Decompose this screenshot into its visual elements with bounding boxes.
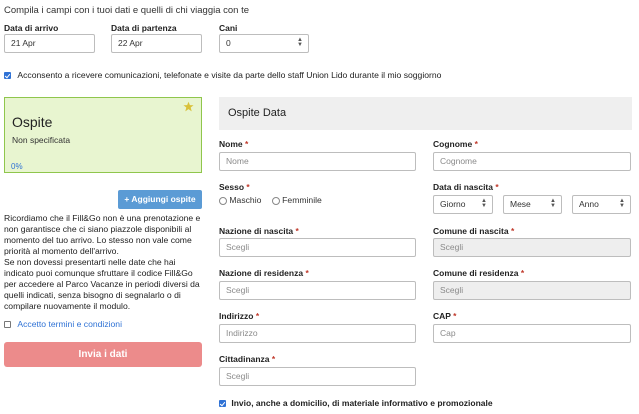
arrival-label: Data di arrivo — [4, 23, 59, 33]
guest-data-header — [219, 97, 632, 130]
dogs-label: Cani — [219, 23, 238, 33]
birth-year-select[interactable] — [572, 195, 631, 214]
required-mark: * — [520, 268, 525, 278]
promo-consent-checkbox[interactable] — [219, 400, 226, 407]
cittadinanza-input[interactable]: Scegli — [219, 367, 416, 386]
required-mark: * — [495, 182, 499, 192]
birth-day-value: Giorno — [440, 199, 466, 209]
dogs-select[interactable] — [219, 34, 309, 53]
staff-consent[interactable] — [4, 70, 441, 80]
comune-nascita-label-text: Comune di nascita — [433, 226, 509, 236]
departure-label: Data di partenza — [111, 23, 177, 33]
arrival-date-input[interactable]: 21 Apr — [4, 34, 95, 53]
guest-card-title: Ospite — [12, 114, 53, 130]
departure-date-input[interactable]: 22 Apr — [111, 34, 202, 53]
sesso-label-text: Sesso — [219, 182, 245, 192]
nazione-nascita-label — [219, 226, 299, 236]
sesso-options — [219, 195, 322, 205]
guest-data-title: Ospite Data — [228, 107, 287, 119]
info-text — [4, 213, 204, 312]
nome-label — [219, 139, 248, 149]
select-arrows-icon: ▲ ▼ — [619, 198, 625, 209]
cap-label — [433, 311, 456, 321]
cognome-input[interactable]: Cognome — [433, 152, 631, 171]
nazione-residenza-input[interactable]: Scegli — [219, 281, 416, 300]
indirizzo-label — [219, 311, 259, 321]
guest-card-subtitle: Non specificata — [12, 135, 71, 145]
cittadinanza-label-text: Cittadinanza — [219, 354, 270, 364]
star-icon — [183, 101, 194, 112]
gender-female-label: Femminile — [282, 195, 322, 205]
data-nascita-label-text: Data di nascita — [433, 182, 493, 192]
select-arrows-icon: ▲ ▼ — [297, 37, 303, 48]
comune-residenza-label — [433, 268, 524, 278]
select-arrows-icon: ▲ ▼ — [481, 198, 487, 209]
required-mark: * — [474, 139, 478, 149]
info-paragraph: Ricordiamo che il Fill&Go non è una prenotazione e non garantisce che ci siano piazzole disponibili al momento del tuo arrivo. Lo stesso non vale come priorità al momento dell'arrivo. — [4, 213, 201, 256]
required-mark: * — [246, 182, 250, 192]
cap-input[interactable]: Cap — [433, 324, 631, 343]
select-arrows-icon: ▲ ▼ — [550, 198, 556, 209]
comune-residenza-input[interactable]: Scegli — [433, 281, 631, 300]
guest-card[interactable] — [4, 97, 202, 173]
gender-male-option[interactable] — [219, 195, 261, 205]
gender-female-option[interactable] — [272, 195, 322, 205]
promo-consent-label: Invio, anche a domicilio, di materiale informativo e promozionale — [231, 398, 493, 408]
required-mark: * — [305, 268, 309, 278]
guest-card-progress: 0% — [11, 162, 23, 171]
accept-terms-label[interactable]: Accetto termini e condizioni — [17, 319, 122, 329]
required-mark: * — [510, 226, 515, 236]
staff-consent-checkbox[interactable] — [4, 72, 11, 79]
gender-male-radio[interactable] — [219, 197, 227, 205]
comune-residenza-label-text: Comune di residenza — [433, 268, 519, 278]
data-nascita-label — [433, 182, 499, 192]
sesso-label — [219, 182, 250, 192]
cittadinanza-label — [219, 354, 275, 364]
birth-year-value: Anno — [579, 199, 599, 209]
nazione-residenza-label-text: Nazione di residenza — [219, 268, 304, 278]
birth-month-value: Mese — [510, 199, 531, 209]
info-paragraph: Se non dovessi presentarti nelle date che hai indicato puoi comunque sfruttare il codice Fill&Go per accedere al Parco Vacanze in periodi diversi da quelli indicati, senza bisogno di segnalarlo o di compilare nuovamente il modulo. — [4, 257, 200, 311]
required-mark: * — [245, 139, 249, 149]
promo-consent[interactable] — [219, 398, 493, 408]
birth-month-select[interactable] — [503, 195, 562, 214]
required-mark: * — [453, 311, 457, 321]
cap-label-text: CAP — [433, 311, 451, 321]
comune-nascita-label — [433, 226, 514, 236]
indirizzo-input[interactable]: Indirizzo — [219, 324, 416, 343]
staff-consent-label: Acconsento a ricevere comunicazioni, telefonate e visite da parte dello staff Union Lido durante il mio soggiorno — [17, 70, 442, 80]
gender-female-radio[interactable] — [272, 197, 280, 205]
nome-label-text: Nome — [219, 139, 243, 149]
comune-nascita-input[interactable]: Scegli — [433, 238, 631, 257]
nazione-nascita-input[interactable]: Scegli — [219, 238, 416, 257]
accept-terms[interactable] — [4, 319, 122, 329]
cognome-label — [433, 139, 478, 149]
nazione-residenza-label — [219, 268, 309, 278]
nome-input[interactable]: Nome — [219, 152, 416, 171]
birth-day-select[interactable] — [433, 195, 493, 214]
required-mark: * — [295, 226, 299, 236]
add-guest-button[interactable]: + Aggiungi ospite — [118, 190, 202, 209]
dogs-select-value: 0 — [226, 38, 231, 48]
intro-text: Compila i campi con i tuoi dati e quelli di chi viaggia con te — [4, 5, 250, 16]
send-button[interactable]: Invia i dati — [4, 342, 202, 367]
cognome-label-text: Cognome — [433, 139, 473, 149]
accept-terms-checkbox[interactable] — [4, 321, 11, 328]
indirizzo-label-text: Indirizzo — [219, 311, 254, 321]
gender-male-label: Maschio — [229, 195, 262, 205]
nazione-nascita-label-text: Nazione di nascita — [219, 226, 294, 236]
required-mark: * — [255, 311, 260, 321]
required-mark: * — [271, 354, 276, 364]
